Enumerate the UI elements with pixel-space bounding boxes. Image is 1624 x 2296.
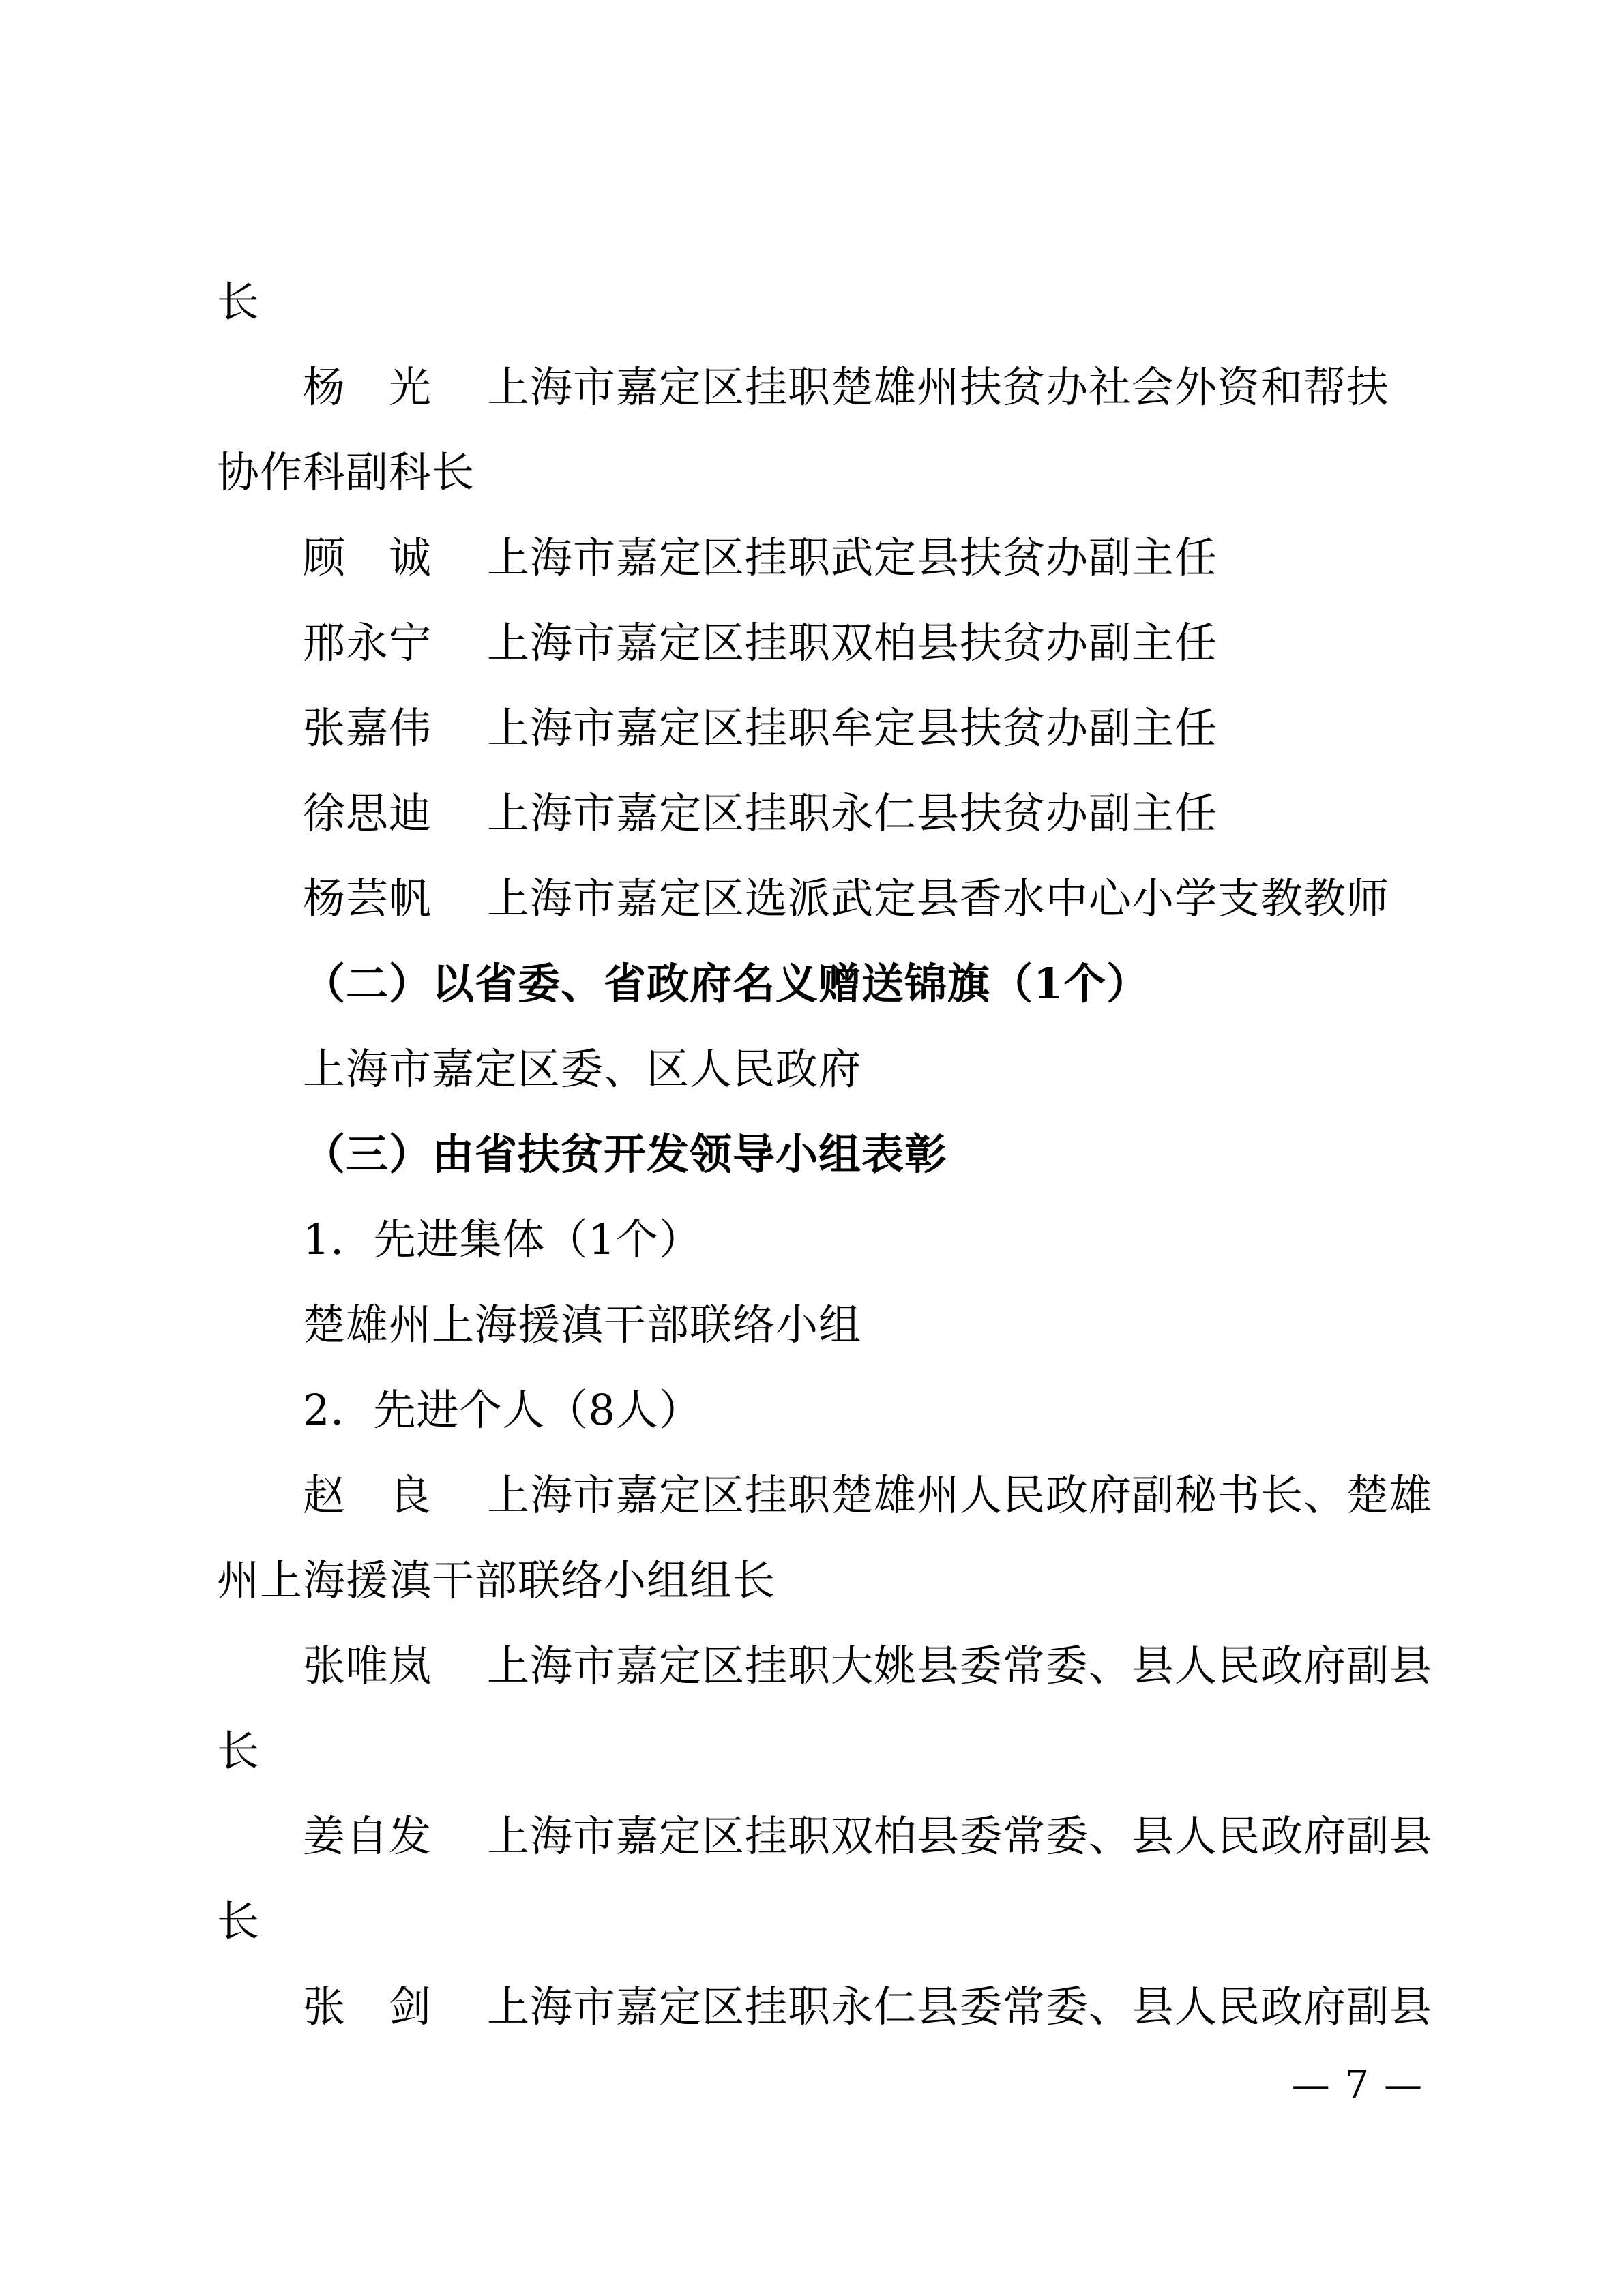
awardee-title: 上海市嘉定区挂职双柏县委常委、县人民政府副县 (487, 1811, 1433, 1861)
continuation-line: 长 (217, 1726, 261, 1776)
continuation-line: 长 (217, 1896, 261, 1946)
award-entry (217, 771, 1426, 856)
awardee-title: 上海市嘉定区挂职永仁县扶贫办副主任 (487, 788, 1218, 838)
award-entry (217, 1793, 1433, 1879)
award-entry (217, 344, 1426, 430)
awarded-organization: 上海市嘉定区委、区人民政府 (303, 1044, 862, 1094)
section-heading: （三）由省扶贫开发领导小组表彰 (303, 1129, 948, 1179)
continuation-line: 长 (217, 277, 261, 327)
awardee-title: 上海市嘉定区挂职永仁县委常委、县人民政府副县 (487, 1982, 1433, 2031)
award-entry (217, 515, 1426, 600)
awardee-name: 张嘉伟 (303, 703, 432, 753)
awardee-title: 上海市嘉定区挂职楚雄州人民政府副秘书长、楚雄 (487, 1470, 1433, 1520)
award-entry (217, 1452, 1433, 1538)
continuation-line: 州上海援滇干部联络小组组长 (217, 1555, 776, 1605)
continuation-line: 协作科副科长 (217, 447, 475, 497)
subsection-title: 2．先进个人（8人） (303, 1385, 702, 1435)
awardee-title: 上海市嘉定区挂职双柏县扶贫办副主任 (487, 618, 1218, 668)
award-entry (217, 1623, 1433, 1708)
page-number: — 7 — (1291, 2063, 1423, 2107)
awardee-name: 张唯岚 (303, 1641, 432, 1690)
subsection-title: 1．先进集体（1个） (303, 1214, 702, 1264)
awardee-name: 杨芸帆 (303, 874, 432, 923)
awardee-title: 上海市嘉定区挂职楚雄州扶贫办社会外资和帮扶 (487, 362, 1390, 412)
award-entry (217, 685, 1426, 771)
awardee-name: 赵 良 (303, 1470, 432, 1520)
awardee-title: 上海市嘉定区挂职牟定县扶贫办副主任 (487, 703, 1218, 753)
award-entry (217, 1964, 1433, 2049)
awardee-title: 上海市嘉定区挂职大姚县委常委、县人民政府副县 (487, 1641, 1433, 1690)
awardee-title: 上海市嘉定区选派武定县香水中心小学支教教师 (487, 874, 1390, 923)
award-entry (217, 600, 1426, 685)
awardee-name: 杨 光 (303, 362, 432, 412)
awardee-name: 徐思迪 (303, 788, 432, 838)
awarded-organization: 楚雄州上海援滇干部联络小组 (303, 1300, 862, 1350)
awardee-name: 邢永宁 (303, 618, 432, 668)
awardee-name: 张 剑 (303, 1982, 432, 2031)
section-heading: （二）以省委、省政府名义赠送锦旗（1个） (303, 959, 1150, 1009)
awardee-name: 姜自发 (303, 1811, 432, 1861)
document-body (217, 259, 1433, 2049)
awardee-title: 上海市嘉定区挂职武定县扶贫办副主任 (487, 533, 1218, 582)
award-entry (217, 856, 1426, 941)
awardee-name: 顾 诚 (303, 533, 432, 582)
